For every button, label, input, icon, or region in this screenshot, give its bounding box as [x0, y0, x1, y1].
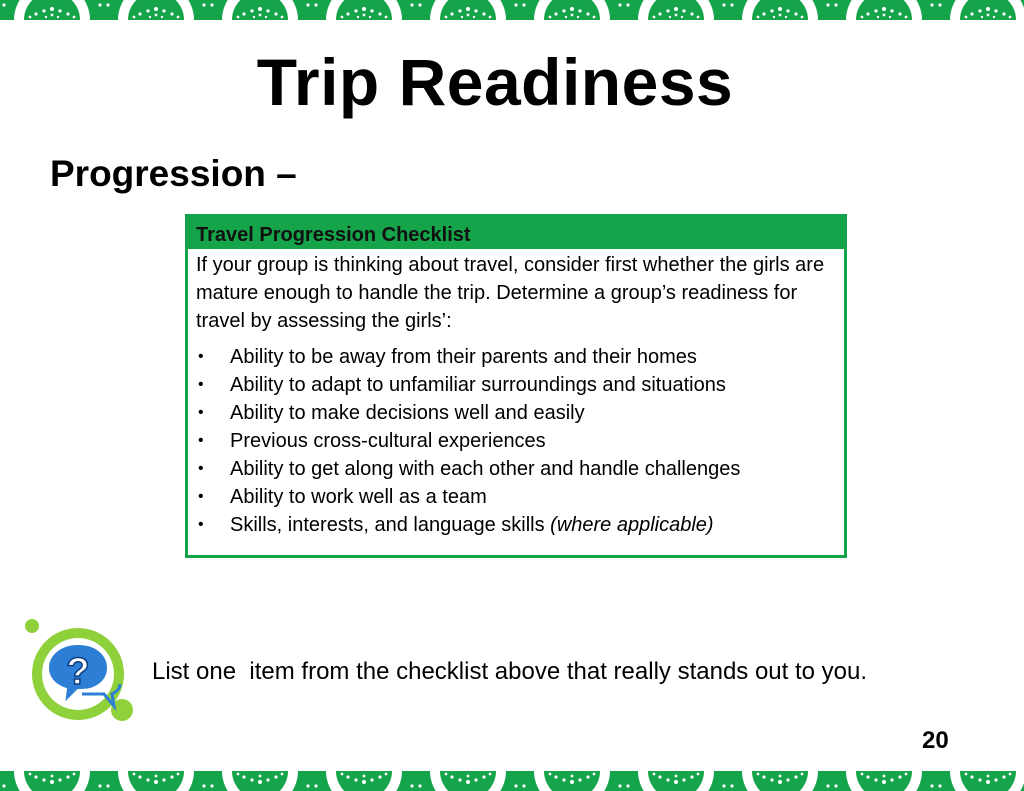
bullet-icon: •	[198, 460, 204, 477]
discussion-prompt: List one item from the checklist above that really stands out to you.	[152, 658, 868, 685]
travel-checklist-box	[185, 214, 847, 558]
checklist-list	[188, 343, 844, 539]
list-item-text: Ability to be away from their parents and their homes	[230, 346, 697, 368]
question-bubble-icon	[22, 618, 134, 730]
checklist-intro: If your group is thinking about travel, consider first whether the girls are mature enough to handle the trip. Determine a group’s readiness for travel by assessing the girls’:	[196, 254, 825, 332]
list-item-note: (where applicable)	[550, 514, 714, 536]
list-item	[188, 343, 844, 371]
page-number: 20	[922, 727, 949, 754]
list-item-text: Skills, interests, and language skills	[230, 514, 551, 536]
section-subtitle: Progression –	[50, 153, 297, 194]
checklist-header: Travel Progression Checklist	[188, 217, 844, 249]
top-border	[0, 0, 1024, 20]
bottom-border	[0, 771, 1024, 791]
list-item	[188, 511, 844, 539]
svg-text:?: ?	[66, 651, 90, 693]
list-item-text: Ability to adapt to unfamiliar surroundings and situations	[230, 374, 726, 396]
list-item-text: Ability to make decisions well and easily	[230, 402, 585, 424]
bullet-icon: •	[198, 376, 204, 393]
list-item	[188, 483, 844, 511]
bullet-icon: •	[198, 348, 204, 365]
lace-pattern	[0, 771, 1024, 791]
bullet-icon: •	[198, 404, 204, 421]
bullet-icon: •	[198, 516, 204, 533]
bullet-icon: •	[198, 488, 204, 505]
list-item	[188, 427, 844, 455]
list-item-text: Ability to get along with each other and handle challenges	[230, 458, 741, 480]
list-item	[188, 371, 844, 399]
list-item	[188, 399, 844, 427]
bullet-icon: •	[198, 432, 204, 449]
list-item	[188, 455, 844, 483]
lace-pattern	[0, 0, 1024, 20]
list-item-text: Ability to work well as a team	[230, 486, 487, 508]
list-item-text: Previous cross-cultural experiences	[230, 430, 546, 452]
page-title: Trip Readiness	[256, 45, 734, 119]
